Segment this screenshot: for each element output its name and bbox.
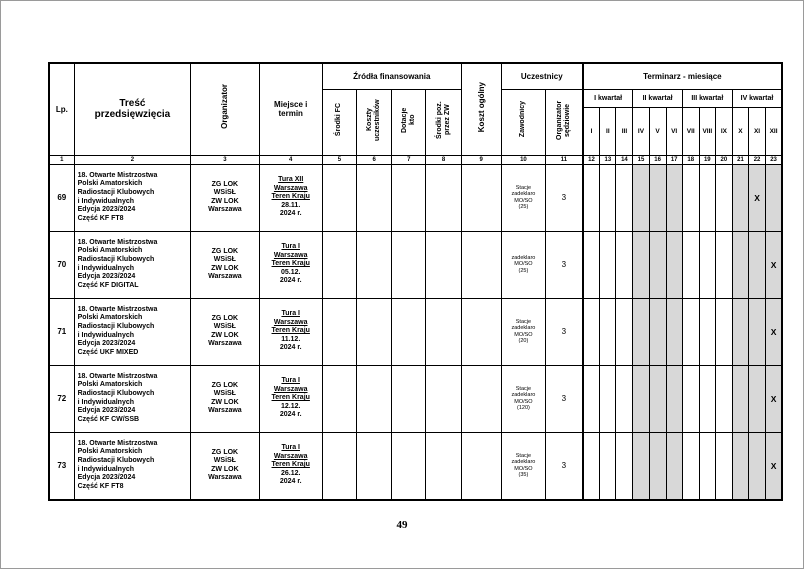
- row-date-line: 12.12.: [280, 402, 301, 410]
- header-judges: [546, 89, 583, 155]
- column-number: 16: [649, 155, 666, 164]
- row-month-cell: [633, 231, 649, 298]
- row-month-mark: X: [766, 432, 782, 500]
- row-month-cell: [682, 298, 699, 365]
- row-cost-cell: [426, 298, 461, 365]
- table-row: [49, 365, 782, 432]
- row-cost-cell: [392, 164, 426, 231]
- column-number: 22: [749, 155, 766, 164]
- header-place-label: Miejsce i termin: [274, 100, 308, 119]
- row-month-cell: [583, 298, 600, 365]
- row-cost-cell: [461, 164, 501, 231]
- row-month-cell: [600, 365, 616, 432]
- column-number: 12: [583, 155, 600, 164]
- header-judges-label: Organizator sędziowie: [555, 99, 571, 140]
- header-zw-funds-label: Środki poz. przez ZW: [435, 100, 451, 139]
- row-judges: 3: [546, 231, 583, 298]
- row-month-cell: [633, 365, 649, 432]
- month-header: IV: [633, 107, 649, 155]
- row-month-mark: X: [766, 298, 782, 365]
- row-lp: 73: [49, 432, 74, 500]
- row-competitors: Stacje zadeklaro MO/SO (35): [501, 432, 545, 500]
- column-number: 17: [666, 155, 682, 164]
- row-month-cell: [633, 432, 649, 500]
- row-month-cell: [666, 231, 682, 298]
- row-date-line: 28.11.: [281, 201, 301, 209]
- row-organizer: ZG LOK WSiSŁ ZW LOK Warszawa: [191, 231, 259, 298]
- month-header: II: [600, 107, 616, 155]
- month-header: IX: [715, 107, 732, 155]
- row-month-cell: [583, 432, 600, 500]
- row-date-line: 2024 r.: [279, 411, 302, 419]
- row-place-line: Tura I: [281, 310, 300, 318]
- row-place-line: Tura I: [281, 243, 300, 251]
- row-month-cell: [699, 365, 715, 432]
- column-number: 1: [49, 155, 74, 164]
- table-row: [49, 231, 782, 298]
- row-month-cell: [616, 432, 633, 500]
- row-event: 18. Otwarte Mistrzostwa Polski Amatorskich Radiostacji Klubowych i Indywidualnych Edycja 2023/2024 Część KF FT8: [74, 432, 191, 500]
- header-total-cost: [461, 63, 501, 155]
- table-body: [49, 164, 782, 500]
- row-month-cell: [699, 164, 715, 231]
- row-cost-cell: [357, 432, 392, 500]
- row-judges: 3: [546, 365, 583, 432]
- row-month-cell: [732, 432, 748, 500]
- row-organizer: ZG LOK WSiSŁ ZW LOK Warszawa: [191, 298, 259, 365]
- row-cost-cell: [392, 432, 426, 500]
- header-fc-label: Środki FC: [335, 102, 343, 137]
- row-month-cell: [699, 231, 715, 298]
- month-header: I: [583, 107, 600, 155]
- row-month-cell: [616, 365, 633, 432]
- row-month-cell: [649, 432, 666, 500]
- row-cost-cell: [461, 432, 501, 500]
- row-month-cell: [666, 298, 682, 365]
- row-month-cell: [732, 164, 748, 231]
- header-quarter-2: II kwartał: [633, 89, 682, 107]
- month-header: VI: [666, 107, 682, 155]
- row-month-cell: [666, 365, 682, 432]
- header-schedule: Terminarz - miesiące: [583, 63, 782, 89]
- column-number: 8: [426, 155, 461, 164]
- row-month-cell: [616, 164, 633, 231]
- column-number: 4: [259, 155, 322, 164]
- row-competitors: zadeklaro MO/SO (25): [501, 231, 545, 298]
- row-judges: 3: [546, 298, 583, 365]
- header-participants: Uczestnicy: [501, 63, 582, 89]
- row-month-cell: [649, 365, 666, 432]
- column-number: 11: [546, 155, 583, 164]
- row-place-line: Teren Kraju: [271, 461, 310, 469]
- row-cost-cell: [322, 164, 356, 231]
- row-month-cell: [633, 164, 649, 231]
- row-event: 18. Otwarte Mistrzostwa Polski Amatorskich Radiostacji Klubowych i Indywidualnych Edycja 2023/2024 Część KF DIGITAL: [74, 231, 191, 298]
- header-lp: Lp.: [49, 63, 74, 155]
- row-competitors: Stacje zadeklaro MO/SO (20): [501, 298, 545, 365]
- row-cost-cell: [322, 365, 356, 432]
- row-cost-cell: [322, 298, 356, 365]
- header-quarter-3: III kwartał: [682, 89, 732, 107]
- row-month-cell: [616, 231, 633, 298]
- row-month-cell: [583, 365, 600, 432]
- month-header: III: [616, 107, 633, 155]
- row-cost-cell: [426, 231, 461, 298]
- row-place-line: Tura I: [281, 444, 300, 452]
- row-month-cell: [682, 231, 699, 298]
- row-place-line: Tura XII: [278, 176, 304, 184]
- row-cost-cell: [322, 231, 356, 298]
- row-lp: 72: [49, 365, 74, 432]
- table-row: [49, 298, 782, 365]
- row-cost-cell: [392, 231, 426, 298]
- row-cost-cell: [461, 231, 501, 298]
- month-header: VIII: [699, 107, 715, 155]
- row-cost-cell: [461, 298, 501, 365]
- row-month-mark: X: [749, 164, 766, 231]
- row-event: 18. Otwarte Mistrzostwa Polski Amatorskich Radiostacji Klubowych i Indywidualnych Edycja 2023/2024 Część KF FT8: [74, 164, 191, 231]
- header-organizer-label: Organizator: [220, 84, 230, 130]
- row-cost-cell: [426, 164, 461, 231]
- row-cost-cell: [322, 432, 356, 500]
- column-number: 6: [357, 155, 392, 164]
- header-competitors-label: Zawodnicy: [519, 101, 527, 138]
- row-month-cell: [600, 298, 616, 365]
- row-place-line: Teren Kraju: [271, 260, 310, 268]
- row-organizer: ZG LOK WSiSŁ ZW LOK Warszawa: [191, 164, 259, 231]
- row-lp: 70: [49, 231, 74, 298]
- row-month-cell: [699, 298, 715, 365]
- row-cost-cell: [426, 365, 461, 432]
- row-competitors: Stacje zadeklaro MO/SO (25): [501, 164, 545, 231]
- row-month-cell: [715, 164, 732, 231]
- row-date-line: 2024 r.: [279, 277, 302, 285]
- row-place-line: Teren Kraju: [271, 394, 310, 402]
- row-cost-cell: [392, 298, 426, 365]
- row-place-line: Warszawa: [273, 385, 308, 393]
- row-competitors: Stacje zadeklaro MO/SO (120): [501, 365, 545, 432]
- row-month-cell: [616, 298, 633, 365]
- row-month-cell: [600, 231, 616, 298]
- column-number: 2: [74, 155, 191, 164]
- row-place-line: Warszawa: [273, 452, 308, 460]
- row-month-cell: [715, 432, 732, 500]
- page-number: 49: [396, 519, 408, 531]
- row-place: [259, 365, 322, 432]
- row-month-cell: [732, 231, 748, 298]
- column-number: 9: [461, 155, 501, 164]
- row-month-cell: [600, 164, 616, 231]
- row-cost-cell: [426, 432, 461, 500]
- header-participant-costs: [357, 89, 392, 155]
- header-grants: [392, 89, 426, 155]
- column-number: 20: [715, 155, 732, 164]
- header-zw-funds: [426, 89, 461, 155]
- row-month-cell: [666, 432, 682, 500]
- row-month-cell: [583, 231, 600, 298]
- column-number: 23: [766, 155, 782, 164]
- row-date-line: 11.12.: [281, 335, 301, 343]
- header-content: [74, 63, 191, 155]
- row-month-cell: [666, 164, 682, 231]
- row-month-cell: [583, 164, 600, 231]
- row-month-cell: [649, 298, 666, 365]
- row-month-cell: [732, 298, 748, 365]
- header-quarter-1: I kwartał: [583, 89, 633, 107]
- column-number: 19: [699, 155, 715, 164]
- row-month-cell: [633, 298, 649, 365]
- header-place: [259, 63, 322, 155]
- row-cost-cell: [357, 365, 392, 432]
- row-month-cell: [682, 164, 699, 231]
- row-place-line: Teren Kraju: [271, 193, 310, 201]
- row-cost-cell: [357, 298, 392, 365]
- row-date-line: 2024 r.: [279, 210, 302, 218]
- column-number: 21: [732, 155, 748, 164]
- month-header: V: [649, 107, 666, 155]
- row-date-line: 05.12.: [280, 268, 301, 276]
- row-month-cell: [715, 231, 732, 298]
- table-row: [49, 432, 782, 500]
- row-place: [259, 164, 322, 231]
- row-cost-cell: [461, 365, 501, 432]
- row-month-cell: [699, 432, 715, 500]
- row-place-line: Warszawa: [273, 184, 308, 192]
- row-lp: 71: [49, 298, 74, 365]
- row-month-cell: [715, 298, 732, 365]
- row-organizer: ZG LOK WSiSŁ ZW LOK Warszawa: [191, 432, 259, 500]
- header-organizer: [191, 63, 259, 155]
- month-header: X: [732, 107, 748, 155]
- header-total-cost-label: Koszt ogólny: [476, 81, 486, 132]
- header-fc: [322, 89, 356, 155]
- row-month-cell: [749, 365, 766, 432]
- column-number: 7: [392, 155, 426, 164]
- row-event: 18. Otwarte Mistrzostwa Polski Amatorskich Radiostacji Klubowych i Indywidualnych Edycja 2023/2024 Część KF CW/SSB: [74, 365, 191, 432]
- row-place: [259, 298, 322, 365]
- row-lp: 69: [49, 164, 74, 231]
- row-month-cell: [682, 365, 699, 432]
- row-month-cell: [600, 432, 616, 500]
- column-number: 10: [501, 155, 545, 164]
- row-judges: 3: [546, 432, 583, 500]
- month-header: XI: [749, 107, 766, 155]
- row-place-line: Teren Kraju: [271, 327, 310, 335]
- header-content-label: Treść przedsięwzięcia: [94, 98, 171, 121]
- row-organizer: ZG LOK WSiSŁ ZW LOK Warszawa: [191, 365, 259, 432]
- header-competitors: [501, 89, 545, 155]
- row-place: [259, 231, 322, 298]
- row-date-line: 2024 r.: [279, 344, 302, 352]
- row-month-mark: X: [766, 365, 782, 432]
- row-month-mark: X: [766, 231, 782, 298]
- row-month-cell: [749, 432, 766, 500]
- row-month-cell: [715, 365, 732, 432]
- header-funding: Źródła finansowania: [322, 63, 461, 89]
- row-cost-cell: [357, 164, 392, 231]
- row-date-line: 2024 r.: [279, 478, 302, 486]
- table-row: [49, 164, 782, 231]
- row-month-cell: [732, 365, 748, 432]
- row-date-line: 26.12.: [280, 469, 301, 477]
- column-number: 18: [682, 155, 699, 164]
- header-quarter-4: IV kwartał: [732, 89, 782, 107]
- column-number-row: [49, 155, 782, 164]
- column-number: 3: [191, 155, 259, 164]
- row-cost-cell: [392, 365, 426, 432]
- row-event: 18. Otwarte Mistrzostwa Polski Amatorskich Radiostacji Klubowych i Indywidualnych Edycja 2023/2024 Część UKF MIXED: [74, 298, 191, 365]
- row-month-cell: [749, 298, 766, 365]
- column-number: 14: [616, 155, 633, 164]
- row-cost-cell: [357, 231, 392, 298]
- column-number: 15: [633, 155, 649, 164]
- row-month-cell: [766, 164, 782, 231]
- column-number: 5: [322, 155, 356, 164]
- row-place: [259, 432, 322, 500]
- schedule-table: [48, 62, 783, 501]
- column-number: 13: [600, 155, 616, 164]
- row-place-line: Warszawa: [273, 251, 308, 259]
- row-month-cell: [649, 231, 666, 298]
- month-header: VII: [682, 107, 699, 155]
- row-month-cell: [682, 432, 699, 500]
- row-judges: 3: [546, 164, 583, 231]
- header-participant-costs-label: Koszty uczestników: [366, 98, 382, 141]
- row-month-cell: [649, 164, 666, 231]
- row-place-line: Tura I: [281, 377, 300, 385]
- month-header: XII: [766, 107, 782, 155]
- row-place-line: Warszawa: [273, 318, 308, 326]
- row-month-cell: [749, 231, 766, 298]
- table-header: [49, 63, 782, 164]
- header-grants-label: Dotacje kto: [400, 106, 416, 133]
